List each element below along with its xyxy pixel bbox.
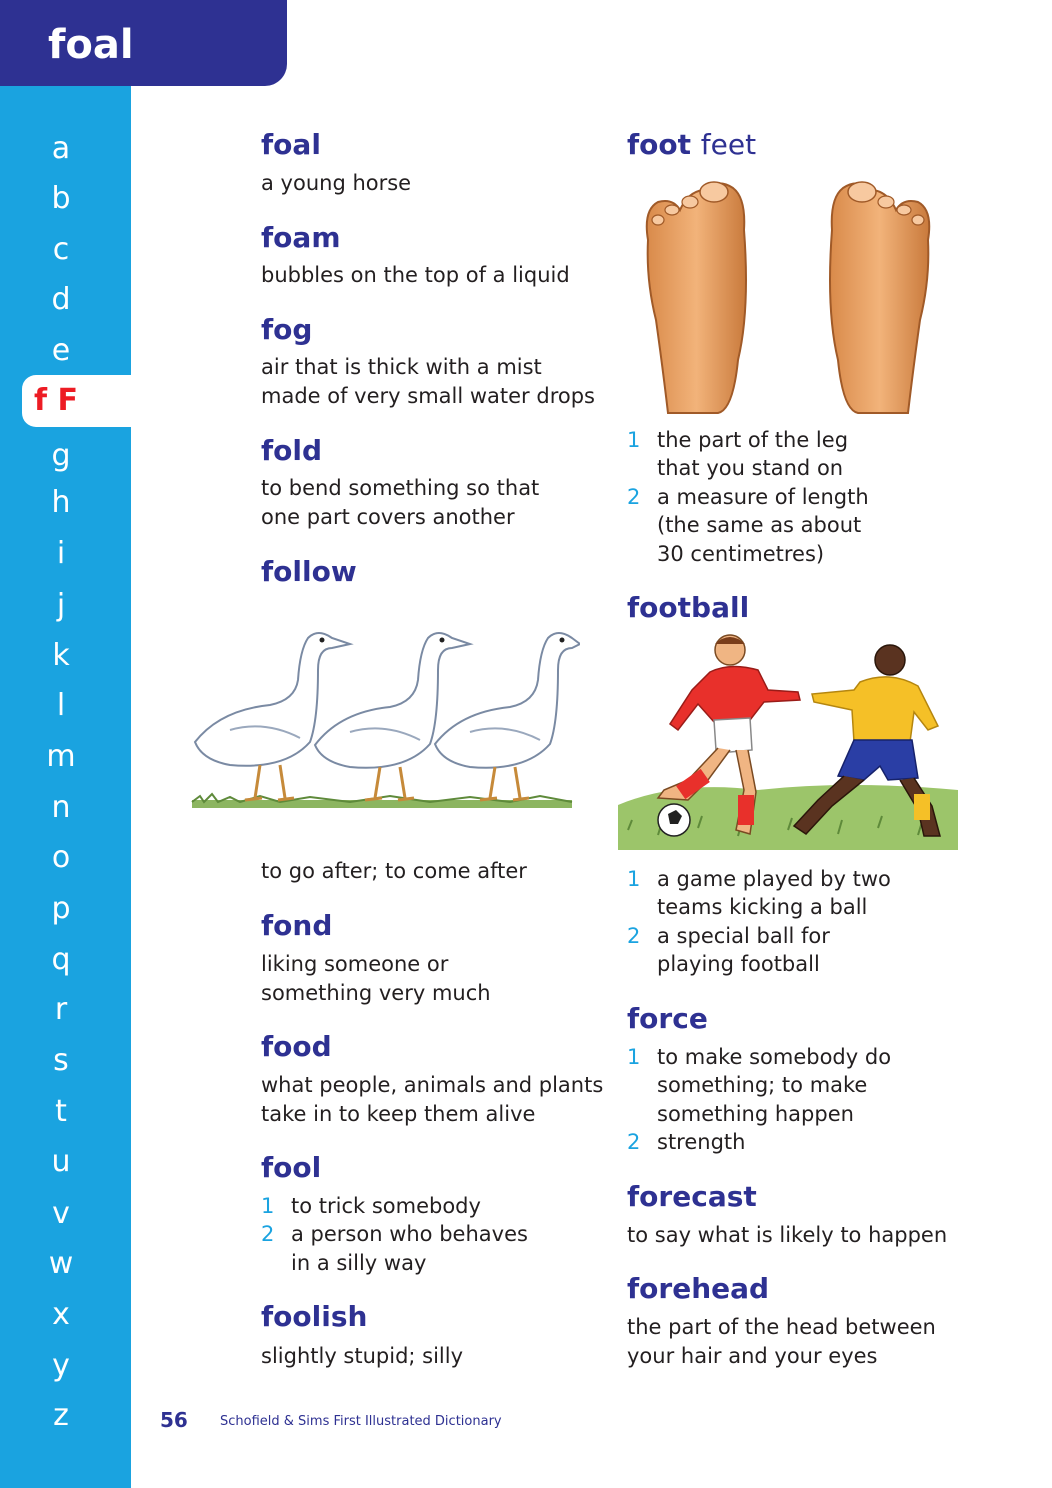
headword-foot (627, 128, 756, 162)
definition-football-1-line1: a game played by two (657, 867, 891, 891)
headword-foot-word: foot (627, 128, 692, 161)
definition-forecast: to say what is likely to happen (627, 1223, 948, 1247)
sidebar-letter-t[interactable]: t (55, 1094, 67, 1129)
sidebar-letter-c[interactable]: c (52, 232, 70, 267)
sidebar-letter-k[interactable]: k (52, 638, 70, 673)
definition-force-1-line3: something happen (657, 1102, 854, 1126)
sense-number: 1 (627, 867, 641, 891)
headword-fog: fog (261, 313, 313, 346)
bare-feet-illustration (628, 170, 948, 415)
sidebar-letter-p[interactable]: p (51, 891, 71, 926)
page-number: 56 (160, 1408, 188, 1432)
definition-fold-line2: one part covers another (261, 505, 515, 529)
sidebar-letter-a[interactable]: a (51, 131, 71, 166)
definition-fog-line2: made of very small water drops (261, 384, 595, 408)
definition-foot-2-line2: (the same as about (657, 513, 862, 537)
sense-number: 2 (627, 485, 641, 509)
header-tab (0, 0, 287, 86)
alphabet-sidebar (0, 86, 131, 1488)
definition-foot-1-line2: that you stand on (657, 456, 844, 480)
sidebar-letter-w[interactable]: w (48, 1246, 74, 1281)
sidebar-letter-n[interactable]: n (51, 790, 71, 825)
definition-force-1-line1: to make somebody do (657, 1045, 892, 1069)
headword-foam: foam (261, 221, 341, 254)
definition-forehead-line1: the part of the head between (627, 1315, 936, 1339)
definition-foal: a young horse (261, 171, 412, 195)
sense-number: 2 (627, 1130, 641, 1154)
definition-foot-1-line1: the part of the leg (657, 428, 849, 452)
sidebar-letter-s[interactable]: s (53, 1043, 69, 1078)
sidebar-letter-l[interactable]: l (56, 688, 66, 723)
sidebar-letter-z[interactable]: z (53, 1398, 69, 1433)
headword-fond: fond (261, 909, 333, 942)
headword-foot-plural: feet (700, 128, 757, 161)
sense-number: 2 (627, 924, 641, 948)
headword-follow: follow (261, 555, 357, 588)
definition-food-line2: take in to keep them alive (261, 1102, 536, 1126)
headword-football: football (627, 591, 750, 624)
sidebar-letter-h[interactable]: h (51, 485, 71, 520)
sidebar-letter-o[interactable]: o (51, 840, 71, 875)
definition-food-line1: what people, animals and plants (261, 1073, 604, 1097)
sense-number: 1 (261, 1194, 275, 1218)
headword-force: force (627, 1002, 708, 1035)
definition-foolish: slightly stupid; silly (261, 1344, 464, 1368)
football-ball (658, 804, 690, 836)
headword-forecast: forecast (627, 1180, 757, 1213)
sidebar-letter-y[interactable]: y (52, 1348, 70, 1383)
definition-fond-line1: liking someone or (261, 952, 449, 976)
sense-number: 1 (627, 428, 641, 452)
definition-football-2-line2: playing football (657, 952, 820, 976)
sidebar-letter-j[interactable]: j (56, 588, 66, 623)
sidebar-letter-b[interactable]: b (51, 181, 71, 216)
definition-fond-line2: something very much (261, 981, 491, 1005)
sidebar-letter-m[interactable]: m (46, 739, 76, 774)
sidebar-letter-i[interactable]: i (56, 536, 66, 571)
headword-fold: fold (261, 434, 323, 467)
left-foot (647, 182, 746, 413)
sidebar-letter-f-active[interactable] (22, 375, 131, 427)
sidebar-letter-d[interactable]: d (51, 282, 71, 317)
definition-forehead-line2: your hair and your eyes (627, 1344, 878, 1368)
definition-fool-2-line1: a person who behaves (291, 1222, 528, 1246)
headword-foolish: foolish (261, 1300, 368, 1333)
boys-playing-football-illustration (618, 630, 958, 850)
definition-fool-1: to trick somebody (291, 1194, 481, 1218)
sense-number: 1 (627, 1045, 641, 1069)
definition-force-2: strength (657, 1130, 746, 1154)
sidebar-letter-x[interactable]: x (52, 1297, 70, 1332)
goose-3 (435, 633, 580, 800)
goose-2 (315, 633, 470, 800)
definition-foam: bubbles on the top of a liquid (261, 263, 570, 287)
sidebar-letter-u[interactable]: u (51, 1144, 71, 1179)
sidebar-letter-r[interactable]: r (54, 992, 68, 1027)
headword-forehead: forehead (627, 1272, 770, 1305)
sidebar-letter-g[interactable]: g (51, 438, 71, 473)
book-title: Schofield & Sims First Illustrated Dictionary (220, 1414, 502, 1429)
page-title: foal (48, 22, 134, 68)
headword-food: food (261, 1030, 332, 1063)
sidebar-letter-q[interactable]: q (51, 942, 71, 977)
definition-football-2-line1: a special ball for (657, 924, 830, 948)
sidebar-letter-v[interactable]: v (52, 1196, 70, 1231)
active-letter-label: f F (34, 383, 78, 418)
definition-fog-line1: air that is thick with a mist (261, 355, 542, 379)
right-foot (830, 182, 929, 413)
definition-fool-2-line2: in a silly way (291, 1251, 427, 1275)
definition-foot-2-line3: 30 centimetres) (657, 542, 825, 566)
definition-force-1-line2: something; to make (657, 1073, 868, 1097)
sidebar-letter-e[interactable]: e (51, 333, 71, 368)
definition-follow: to go after; to come after (261, 859, 527, 883)
headword-fool: fool (261, 1151, 322, 1184)
sense-number: 2 (261, 1222, 275, 1246)
goose-1 (195, 633, 350, 800)
headword-foal: foal (261, 128, 321, 161)
geese-walking-illustration (190, 620, 580, 820)
definition-football-1-line2: teams kicking a ball (657, 895, 868, 919)
definition-foot-2-line1: a measure of length (657, 485, 869, 509)
definition-fold-line1: to bend something so that (261, 476, 540, 500)
